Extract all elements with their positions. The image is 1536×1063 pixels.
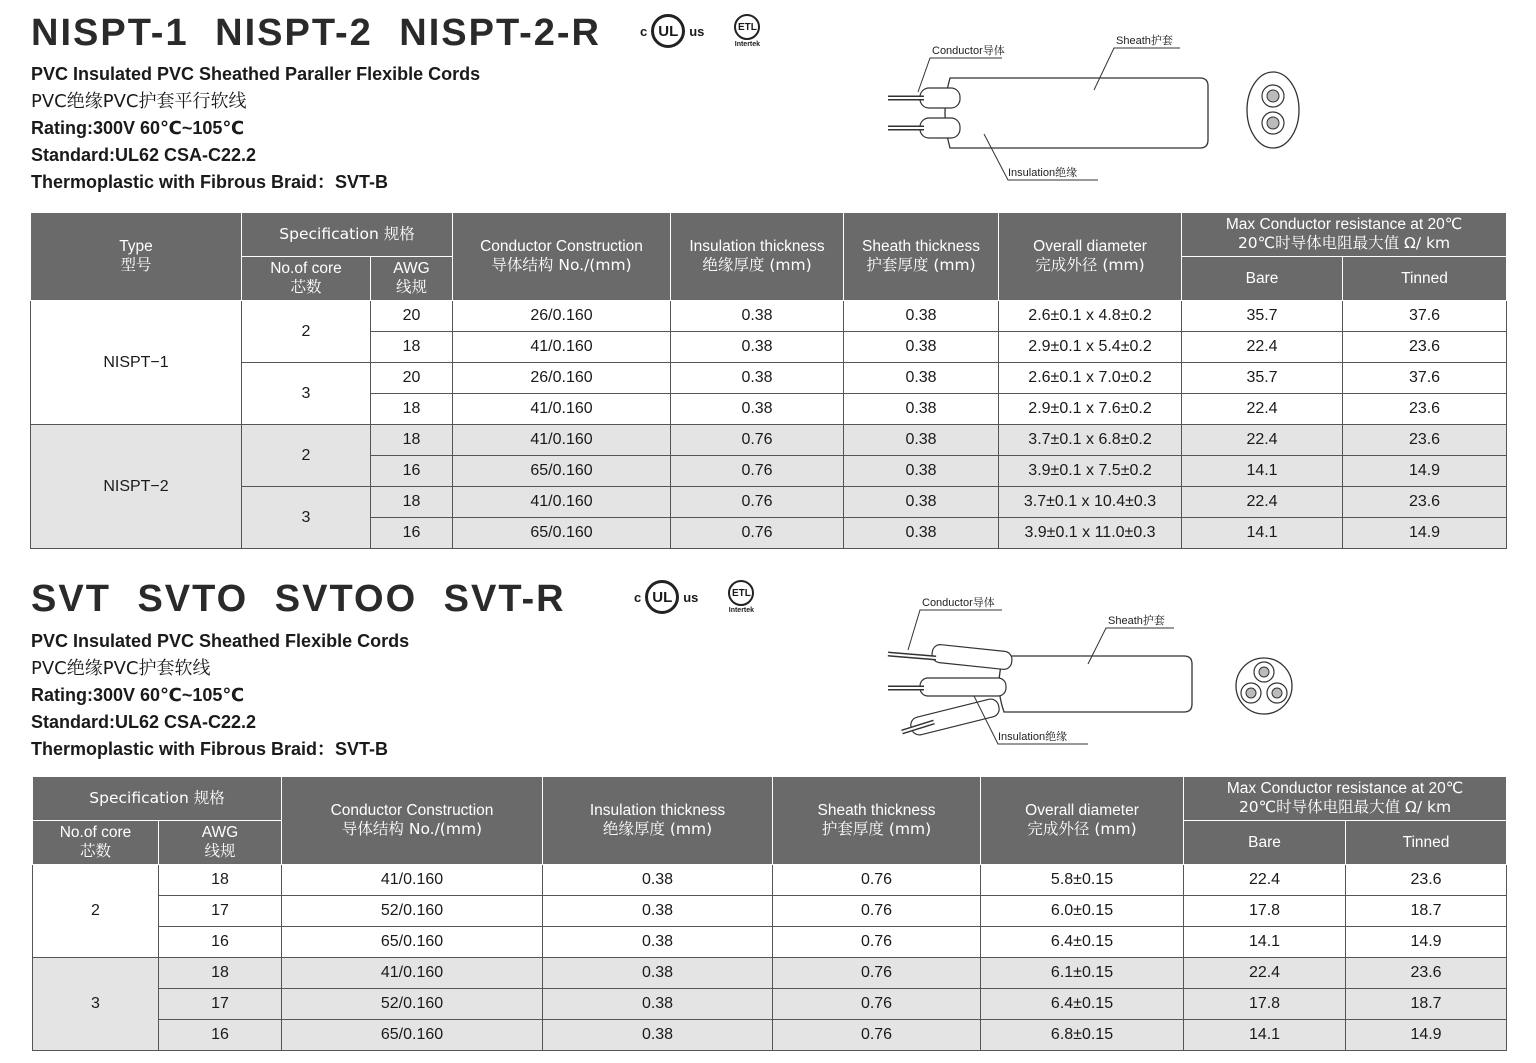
section1-cable-diagram <box>880 30 1310 190</box>
section2-subtitle: PVC Insulated PVC Sheathed Flexible Cords <box>31 631 410 651</box>
table-row <box>33 1020 1507 1051</box>
table-cell: 14.1 <box>1184 1020 1346 1051</box>
ul-logo-icon: UL <box>645 580 679 614</box>
table-cell: 17 <box>159 989 282 1020</box>
table-cell: 0.76 <box>671 425 844 456</box>
table-cell: 16 <box>159 927 282 958</box>
table-cell: 65/0.160 <box>282 1020 543 1051</box>
section1-standard: Standard:UL62 CSA-C22.2 <box>31 145 257 165</box>
table-cell: 35.7 <box>1182 301 1343 332</box>
table-cell: 0.76 <box>773 1020 981 1051</box>
insulation-label: Insulation绝缘 <box>1008 167 1078 179</box>
table-cell: 0.76 <box>773 896 981 927</box>
table-cell: 18.7 <box>1346 896 1507 927</box>
table-cell: 5.8±0.15 <box>981 865 1184 896</box>
col-insulation: Insulation thickness 绝缘厚度 (mm) <box>671 213 844 301</box>
table-cell: 14.1 <box>1182 518 1343 549</box>
table-cell: 65/0.160 <box>453 456 671 487</box>
table-cell: 0.38 <box>671 301 844 332</box>
table-cell: 17 <box>159 896 282 927</box>
table-cell: 23.6 <box>1343 332 1507 363</box>
table-cell: 16 <box>159 1020 282 1051</box>
table-cell: 14.9 <box>1343 456 1507 487</box>
section2-cable-diagram <box>880 592 1310 752</box>
table-cell: 23.6 <box>1343 487 1507 518</box>
table-cell: 0.38 <box>671 363 844 394</box>
col-type: Type 型号 <box>31 213 242 301</box>
table-cell: 0.76 <box>773 989 981 1020</box>
conductor-label: Conductor导体 <box>922 597 995 609</box>
table-cell: 18 <box>371 394 453 425</box>
table-cell: 0.38 <box>543 927 773 958</box>
section1-rating: Rating:300V 60℃~105℃ <box>31 118 245 138</box>
table-cell: 0.38 <box>671 332 844 363</box>
table-cell: 35.7 <box>1182 363 1343 394</box>
cores-cell: 2 <box>33 865 159 958</box>
etl-logo-icon: ETL <box>728 580 754 606</box>
table-cell: 0.76 <box>773 865 981 896</box>
table-cell: 17.8 <box>1184 989 1346 1020</box>
table-cell: 0.38 <box>671 394 844 425</box>
insulation-label: Insulation绝缘 <box>998 731 1068 743</box>
table-row <box>31 301 1507 332</box>
table-cell: 37.6 <box>1343 363 1507 394</box>
col-tinned: Tinned <box>1343 257 1507 301</box>
etl-logo-icon: ETL <box>734 14 760 40</box>
table-cell: 23.6 <box>1343 425 1507 456</box>
ul-mark: c UL us <box>634 580 698 614</box>
col-conductor: Conductor Construction 导体结构 No./(mm) <box>453 213 671 301</box>
table-cell: 22.4 <box>1182 425 1343 456</box>
section2-rating: Rating:300V 60℃~105℃ <box>31 685 245 705</box>
table-cell: 22.4 <box>1182 487 1343 518</box>
table-cell: 0.38 <box>844 487 999 518</box>
table-cell: 22.4 <box>1182 332 1343 363</box>
table-cell: 17.8 <box>1184 896 1346 927</box>
table-cell: 23.6 <box>1346 865 1507 896</box>
table-cell: 18 <box>371 487 453 518</box>
ul-mark: c UL us <box>640 14 704 48</box>
table-cell: 26/0.160 <box>453 301 671 332</box>
table-cell: 0.76 <box>671 456 844 487</box>
table-cell: 18 <box>159 958 282 989</box>
table-cell: 14.1 <box>1182 456 1343 487</box>
table-cell: 20 <box>371 363 453 394</box>
sheath-label: Sheath护套 <box>1108 615 1165 627</box>
section2-braid: Thermoplastic with Fibrous Braid：SVT-B <box>31 739 389 759</box>
table-cell: 0.76 <box>671 487 844 518</box>
table-cell: 18 <box>371 332 453 363</box>
etl-mark: ETL Intertek <box>734 14 760 48</box>
table-cell: 26/0.160 <box>453 363 671 394</box>
section1-subtitle: PVC Insulated PVC Sheathed Paraller Flexible Cords <box>31 64 481 84</box>
table-cell: 14.9 <box>1346 1020 1507 1051</box>
table-cell: 3.9±0.1 x 7.5±0.2 <box>999 456 1182 487</box>
etl-mark: ETL Intertek <box>728 580 754 614</box>
col-diameter: Overall diameter 完成外径 (mm) <box>981 777 1184 865</box>
table-cell: 6.4±0.15 <box>981 989 1184 1020</box>
section2-standard: Standard:UL62 CSA-C22.2 <box>31 712 257 732</box>
table-cell: 0.38 <box>844 301 999 332</box>
table-cell: 0.38 <box>543 958 773 989</box>
table-cell: 22.4 <box>1184 958 1346 989</box>
sheath-label: Sheath护套 <box>1116 35 1173 47</box>
table-cell: 41/0.160 <box>453 332 671 363</box>
table-cell: 0.38 <box>543 989 773 1020</box>
table-row <box>31 487 1507 518</box>
table-cell: 52/0.160 <box>282 896 543 927</box>
table-row <box>33 958 1507 989</box>
cores-cell: 2 <box>242 301 371 363</box>
table-cell: 20 <box>371 301 453 332</box>
col-bare: Bare <box>1182 257 1343 301</box>
table-cell: 2.9±0.1 x 7.6±0.2 <box>999 394 1182 425</box>
col-resistance: Max Conductor resistance at 20℃ 20℃时导体电阻最大值 Ω/ km <box>1182 213 1507 257</box>
col-tinned: Tinned <box>1346 821 1507 865</box>
table-cell: 0.38 <box>844 394 999 425</box>
table-cell: 3.9±0.1 x 11.0±0.3 <box>999 518 1182 549</box>
col-cores: No.of core 芯数 <box>33 821 159 865</box>
col-conductor: Conductor Construction 导体结构 No./(mm) <box>282 777 543 865</box>
col-sheath: Sheath thickness 护套厚度 (mm) <box>773 777 981 865</box>
table-cell: 3.7±0.1 x 6.8±0.2 <box>999 425 1182 456</box>
table-cell: 2.6±0.1 x 4.8±0.2 <box>999 301 1182 332</box>
col-resistance: Max Conductor resistance at 20℃ 20℃时导体电阻最大值 Ω/ km <box>1184 777 1507 821</box>
table-cell: 0.76 <box>773 927 981 958</box>
table-cell: 52/0.160 <box>282 989 543 1020</box>
table-cell: 65/0.160 <box>453 518 671 549</box>
col-spec: Specification 规格 <box>33 777 282 821</box>
cores-cell: 3 <box>33 958 159 1051</box>
section1-title: NISPT-1 NISPT-2 NISPT-2-R <box>31 12 601 54</box>
table-cell: 0.38 <box>844 425 999 456</box>
ul-logo-icon: UL <box>651 14 685 48</box>
table-cell: 0.38 <box>543 896 773 927</box>
col-spec: Specification 规格 <box>242 213 453 257</box>
col-cores: No.of core 芯数 <box>242 257 371 301</box>
table-cell: 6.1±0.15 <box>981 958 1184 989</box>
table-cell: 22.4 <box>1184 865 1346 896</box>
table-cell: 2.9±0.1 x 5.4±0.2 <box>999 332 1182 363</box>
table-cell: 16 <box>371 456 453 487</box>
section1-table <box>30 212 1507 549</box>
cores-cell: 2 <box>242 425 371 487</box>
table-cell: 6.8±0.15 <box>981 1020 1184 1051</box>
section1-cert-marks <box>640 14 760 48</box>
table-cell: 0.38 <box>543 1020 773 1051</box>
table-cell: 37.6 <box>1343 301 1507 332</box>
col-awg: AWG 线规 <box>159 821 282 865</box>
table-cell: 0.38 <box>844 332 999 363</box>
section2-table <box>32 776 1507 1051</box>
table-cell: 18.7 <box>1346 989 1507 1020</box>
col-awg: AWG 线规 <box>371 257 453 301</box>
table-cell: 65/0.160 <box>282 927 543 958</box>
table-cell: 18 <box>371 425 453 456</box>
table-row <box>31 363 1507 394</box>
table-row <box>33 927 1507 958</box>
section2-title: SVT SVTO SVTOO SVT-R <box>31 578 566 620</box>
table-cell: 14.9 <box>1346 927 1507 958</box>
table-cell: 0.38 <box>543 865 773 896</box>
table-cell: 14.9 <box>1343 518 1507 549</box>
col-diameter: Overall diameter 完成外径 (mm) <box>999 213 1182 301</box>
col-insulation: Insulation thickness 绝缘厚度 (mm) <box>543 777 773 865</box>
type-cell: NISPT−1 <box>31 301 242 425</box>
table-cell: 23.6 <box>1343 394 1507 425</box>
table-cell: 14.1 <box>1184 927 1346 958</box>
section2-cert-marks <box>634 580 754 614</box>
table-cell: 0.38 <box>844 518 999 549</box>
table-cell: 41/0.160 <box>453 425 671 456</box>
table-cell: 0.76 <box>671 518 844 549</box>
table-cell: 0.38 <box>844 363 999 394</box>
table-row <box>33 865 1507 896</box>
type-cell: NISPT−2 <box>31 425 242 549</box>
table-row <box>33 989 1507 1020</box>
section1-braid: Thermoplastic with Fibrous Braid：SVT-B <box>31 172 389 192</box>
table-cell: 16 <box>371 518 453 549</box>
table-cell: 6.0±0.15 <box>981 896 1184 927</box>
table-cell: 0.76 <box>773 958 981 989</box>
section2-subtitle-cn: PVC绝缘PVC护套软线 <box>31 658 211 679</box>
table-cell: 22.4 <box>1182 394 1343 425</box>
cores-cell: 3 <box>242 487 371 549</box>
col-bare: Bare <box>1184 821 1346 865</box>
table-row <box>33 896 1507 927</box>
table-cell: 18 <box>159 865 282 896</box>
table-cell: 41/0.160 <box>453 394 671 425</box>
table-cell: 23.6 <box>1346 958 1507 989</box>
table-cell: 6.4±0.15 <box>981 927 1184 958</box>
table-cell: 2.6±0.1 x 7.0±0.2 <box>999 363 1182 394</box>
section1-subtitle-cn: PVC绝缘PVC护套平行软线 <box>31 91 247 112</box>
table-cell: 41/0.160 <box>282 958 543 989</box>
table-row <box>31 425 1507 456</box>
col-sheath: Sheath thickness 护套厚度 (mm) <box>844 213 999 301</box>
cores-cell: 3 <box>242 363 371 425</box>
table-cell: 0.38 <box>844 456 999 487</box>
table-cell: 41/0.160 <box>453 487 671 518</box>
table-cell: 3.7±0.1 x 10.4±0.3 <box>999 487 1182 518</box>
table-cell: 41/0.160 <box>282 865 543 896</box>
conductor-label: Conductor导体 <box>932 45 1005 57</box>
